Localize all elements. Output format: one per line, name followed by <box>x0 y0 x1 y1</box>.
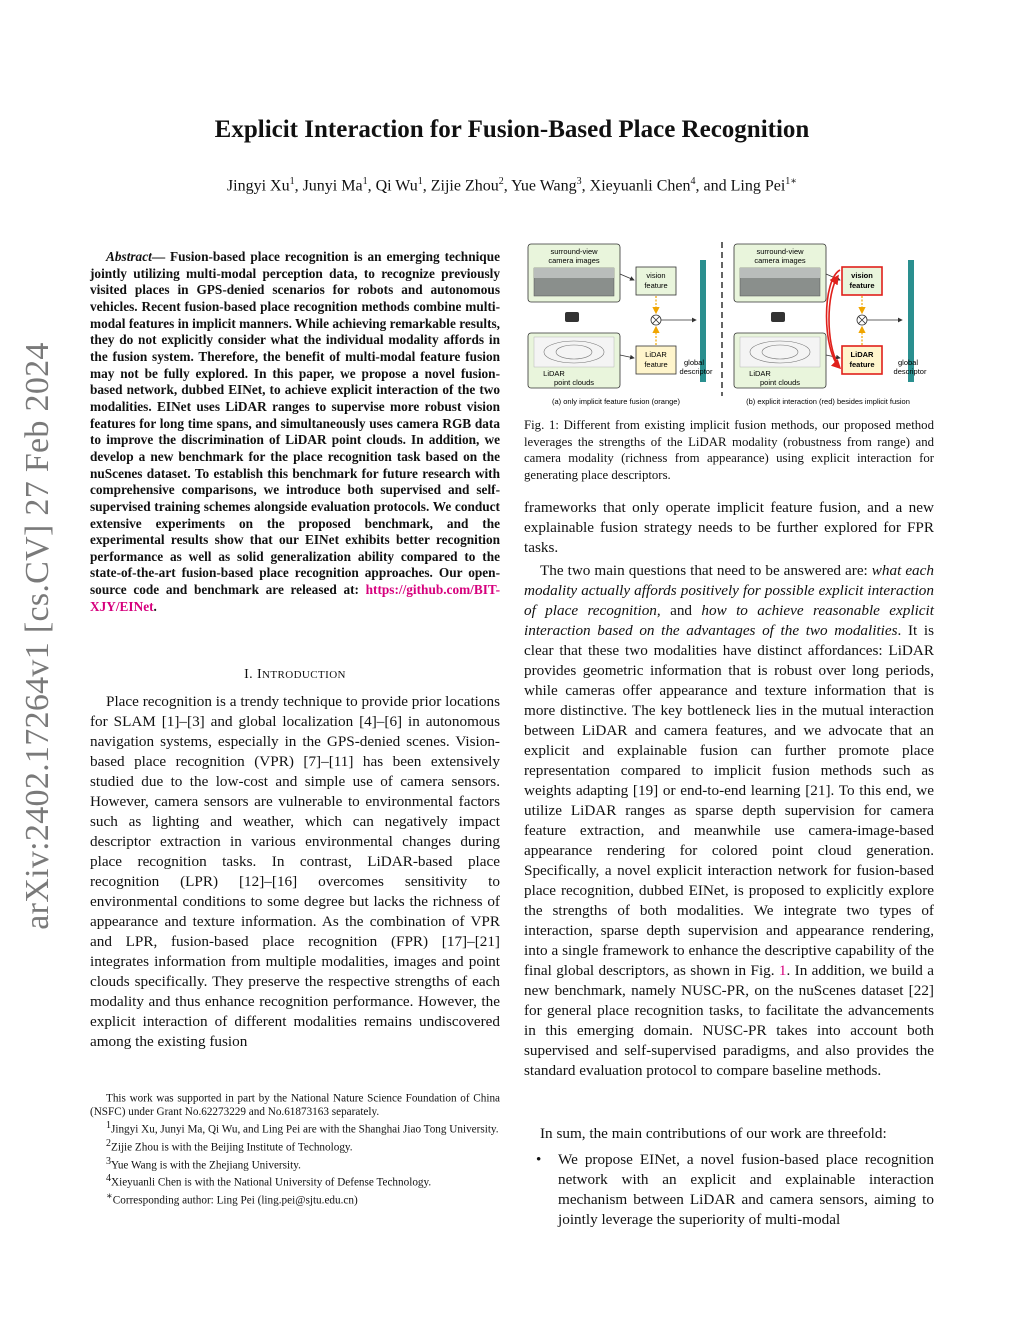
pointcloud-label: point clouds <box>759 378 801 387</box>
author: Junyi Ma <box>302 177 363 195</box>
paper-title: Explicit Interaction for Fusion-Based Place Recognition <box>214 116 810 143</box>
caption-label: Fig. 1: <box>524 418 559 432</box>
author-affiliation: 1∗ <box>785 176 798 187</box>
camera-image-sky <box>534 268 614 278</box>
body-paragraph: In sum, the main contributions of our work are threefold: <box>540 1125 887 1142</box>
author-affiliation: 2 <box>498 176 504 187</box>
footnote-text: Xieyuanli Chen is with the National University of Defense Technology. <box>111 1177 432 1190</box>
subcaption-b: (b) explicit interaction (red) besides implicit fusion <box>746 397 910 406</box>
question-2: how to achieve reasonable explicit interaction based on the advantages of the two modalities <box>524 602 934 639</box>
question-1: what each modality actually affords positively for possible explicit interaction of place recognition <box>524 562 934 619</box>
author: Qi Wu <box>375 177 418 195</box>
footnote <box>90 1137 500 1155</box>
pointcloud-label: point clouds <box>553 378 595 387</box>
footnote-text: Zijie Zhou is with the Beijing Institute of Technology. <box>111 1141 353 1154</box>
panel-b <box>734 244 927 406</box>
lidar-feature-label: LiDAR <box>850 350 874 359</box>
global-descriptor-label: global <box>683 358 705 367</box>
footnote-marker: 3 <box>106 1155 111 1167</box>
author-affiliation: 1 <box>289 176 295 187</box>
text-run: , and <box>656 602 702 619</box>
code-link[interactable]: https://github.com/BIT-XJY/EINet <box>90 582 500 614</box>
list-item-text: We propose EINet, a novel fusion-based place recognition network with an explicit and explainable interaction mechanism between LiDAR and camera sensors, aiming to jointly leverage the superiority of multi-modal <box>558 1151 934 1228</box>
footnote-text: This work was supported in part by the National Nature Science Foundation of China (NSFC) under Grant No.62273229 and No.61873163 separately. <box>90 1092 500 1118</box>
lidar-feature-label: LiDAR <box>645 350 667 359</box>
bullet-icon: • <box>536 1151 542 1168</box>
pointcloud-label: LiDAR <box>543 369 565 378</box>
footnote <box>90 1119 500 1137</box>
global-descriptor-label: descriptor <box>679 367 713 376</box>
footnote-marker: 2 <box>106 1137 111 1149</box>
footnote-text: Jingyi Xu, Junyi Ma, Qi Wu, and Ling Pei are with the Shanghai Jiao Tong University. <box>111 1123 499 1136</box>
pointcloud-thumbnail <box>534 337 614 367</box>
lidar-feature-label: feature <box>644 360 668 369</box>
section-numeral: I. I <box>244 667 263 682</box>
text-run: . In addition, we build a new benchmark, namely NUSC-PR, on the nuScenes dataset [22] for general place recognition tasks, to facilitate the advancements in this emerging domain. NUSC-PR takes into account both supervised and self-supervised paradigms, and also provides the standard evaluation protocol to compare baseline methods. <box>524 962 934 1079</box>
figure-caption <box>524 417 934 483</box>
car-icon <box>771 312 785 322</box>
panel-a <box>528 244 713 406</box>
footnote-text: Yue Wang is with the Zhejiang University. <box>111 1159 301 1172</box>
arrow-camera-to-vision <box>620 274 634 280</box>
author-affiliation: 1 <box>362 176 368 187</box>
abstract-dash: — <box>151 249 166 264</box>
camera-label: surround-view <box>756 247 804 256</box>
contributions-list <box>524 1150 934 1230</box>
body-paragraph <box>524 561 934 1081</box>
abstract-end: . <box>153 598 157 614</box>
arxiv-stamp: arXiv:2402.17264v1 [cs.CV] 27 Feb 2024 <box>19 342 56 930</box>
global-descriptor-label: descriptor <box>893 367 927 376</box>
author-list: Jingyi Xu$^1$, Junyi Ma$^1$, Qi Wu$^1$, Zijie Zhou$^2$, Yue Wang$^3$, Xieyuanli Chen$^4$, and Ling Pei$^{1∗}$ <box>226 176 798 195</box>
section-heading-introduction <box>90 667 500 683</box>
footnote <box>90 1155 500 1173</box>
camera-image-sky <box>740 268 820 278</box>
section-heading-text: NTRODUCTION <box>262 669 346 681</box>
footnote-marker: 4 <box>106 1173 111 1185</box>
footnote <box>90 1190 500 1208</box>
vision-feature-label: vision <box>646 271 666 280</box>
author-affiliation: 1 <box>417 176 423 187</box>
footnotes <box>90 1088 500 1208</box>
pointcloud-label: LiDAR <box>749 369 771 378</box>
arrow-lidar-to-feature <box>620 355 634 358</box>
text-run: . It is clear that these two modalities have distinct affordances: LiDAR provides geometric information that is robust over long periods, while cameras offer appearance and texture information that is more distinctive. The key bottleneck lies in the mutual interaction between LiDAR and camera features, and we advocate that an explicit and explainable fusion can further promote place representation compared to implicit fusion methods such as weights adapting [19] or end-to-end learning [21]. To this end, we utilize LiDAR ranges as sparse depth supervision for camera feature extraction, and meanwhile use camera-image-based appearance rendering for colored point cloud generation. Specifically, a novel explicit interaction network for fusion-based place recognition, dubbed EINet, is proposed to explicitly explore the strengths of both modalities. We integrate two types of interaction, sparse depth supervision and appearance rendering, into a single framework to enhance the descriptive capability of the final global descriptors, as shown in Fig. <box>524 622 934 979</box>
camera-label: camera images <box>754 256 806 265</box>
vision-feature-label: feature <box>644 281 668 290</box>
lidar-feature-label: feature <box>849 360 875 369</box>
caption-text: Different from existing implicit fusion methods, our proposed method leverages the strengths of the LiDAR modality (robustness from range) and camera modality (richness from appearance) using explicit interaction for generating place descriptors. <box>524 418 934 482</box>
abstract-label: Abstract <box>106 249 152 264</box>
global-descriptor-label: global <box>897 358 919 367</box>
author-affiliation: 4 <box>690 176 696 187</box>
author: Zijie Zhou <box>430 177 499 195</box>
pointcloud-thumbnail <box>740 337 820 367</box>
footnote <box>90 1172 500 1190</box>
footnote-funding <box>90 1088 500 1119</box>
camera-label: surround-view <box>550 247 598 256</box>
vision-feature-label: feature <box>849 281 875 290</box>
author: Jingyi Xu <box>226 177 290 195</box>
footnote-text: Corresponding author: Ling Pei (ling.pei@sjtu.edu.cn) <box>112 1194 358 1207</box>
text-run: The two main questions that need to be answered are: <box>540 562 872 579</box>
abstract <box>90 249 500 615</box>
abstract-text: Fusion-based place recognition is an emerging technique jointly utilizing multi-modal perception data, to recognize previously visited places in GPS-denied scenarios for robots and autonomous vehicles. Recent fusion-based place recognition methods combine multi-modal features in implicit manners. While achieving remarkable results, they do not explicitly consider what the individual modality affords in the fusion system. Therefore, the benefit of multi-modal feature fusion may not be fully explored. In this paper, we propose a novel fusion-based network, dubbed EINet, to achieve explicit interaction of the two modalities. EINet uses LiDAR ranges to supervise more robust vision features for long time spans, and simultaneously uses camera RGB data to improve the discrimination of LiDAR point clouds. In addition, we develop a new benchmark for the place recognition task based on the nuScenes dataset. To establish this benchmark for future research with comprehensive comparisons, we introduce both supervised and self-supervised training schemes alongside evaluation protocols. We conduct extensive experiments on the proposed benchmark, and the experimental results show that our EINet exhibits better recognition performance as well as solid generalization ability compared to the state-of-the-art fusion-based place recognition approaches. Our open-source code and benchmark are released at: <box>90 249 500 598</box>
body-paragraph: frameworks that only operate implicit feature fusion, and a new explainable fusion strategy needs to be further explored for FPR tasks. <box>524 499 934 556</box>
camera-label: camera images <box>548 256 600 265</box>
author-affiliation: 3 <box>576 176 582 187</box>
figure-reference-link[interactable]: 1 <box>778 962 787 979</box>
vision-feature-label: vision <box>851 271 873 280</box>
subcaption-a: (a) only implicit feature fusion (orange) <box>552 397 680 406</box>
author: Yue Wang <box>511 177 577 195</box>
author: and Ling Pei <box>703 177 786 195</box>
intro-paragraph: Place recognition is a trendy technique to provide prior locations for SLAM [1]–[3] and global localization [4]–[6] in autonomous navigation systems, especially in the GPS-denied scenes. Vision-based place recognition (VPR) [7]–[11] has been extensively studied due to the low-cost and simple use of camera sensors. However, camera sensors are vulnerable to environmental factors such as lighting and weather, which can negatively impact descriptor extraction in various environmental changes during place recognition tasks. In contrast, LiDAR-based place recognition (LPR) [12]–[16] overcomes sensitivity to environmental conditions to some degree but lacks the richness of appearance and texture information. As the combination of VPR and LPR, fusion-based place recognition (FPR) [17]–[21] integrates information from multiple modalities, images and point clouds specifically. They preserve the respective strengths of each modality and thus enhance recognition performance. However, the explicit interaction of different modalities remains undiscovered among the existing fusion <box>90 693 500 1050</box>
footnote-marker: ∗ <box>106 1191 113 1203</box>
car-icon <box>565 312 579 322</box>
list-item <box>524 1150 934 1230</box>
author: Xieyuanli Chen <box>589 177 691 195</box>
footnote-marker: 1 <box>106 1119 111 1131</box>
figure-1-diagram <box>524 240 938 410</box>
